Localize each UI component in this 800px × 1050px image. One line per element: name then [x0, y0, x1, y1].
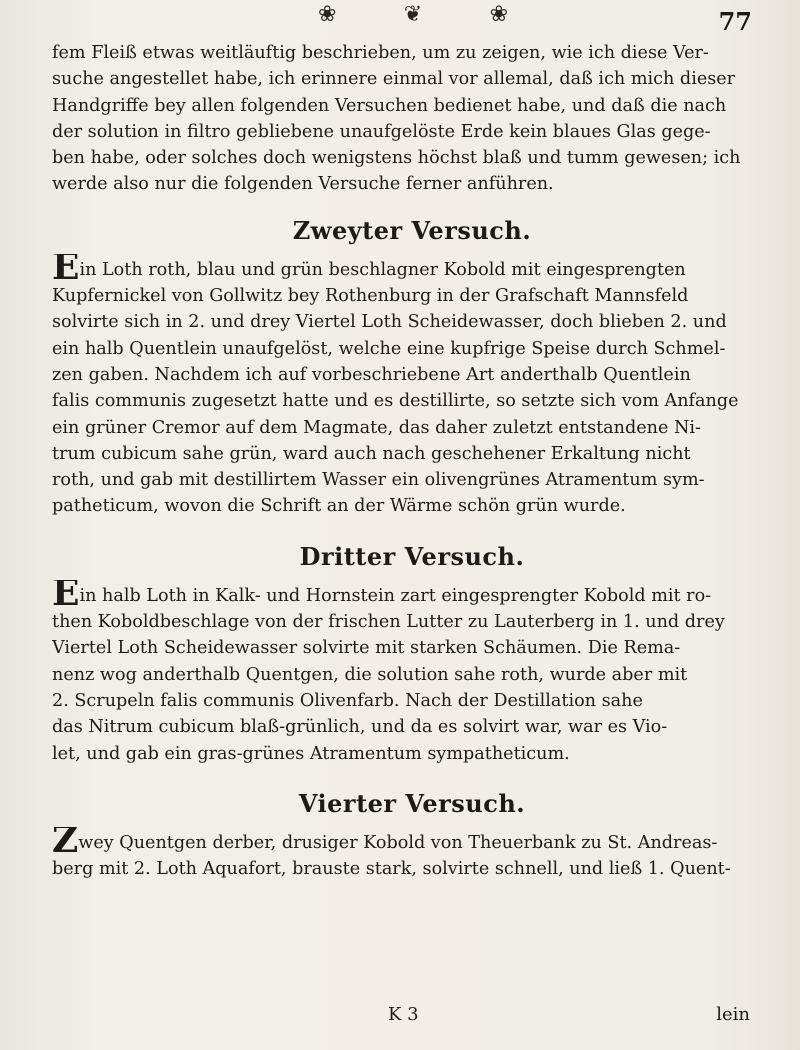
text-line: suche angestellet habe, ich erinnere einmal vor allemal, daß ich mich dieser: [52, 69, 736, 90]
third-experiment-paragraph: [52, 580, 772, 767]
intro-paragraph: [52, 40, 772, 198]
text-line: Ein halb Loth in Kalk- und Hornstein zart eingesprengter Kobold mit ro-: [52, 580, 772, 609]
text-line: Handgriffe bey allen folgenden Versuchen bedienet habe, und daß die nach: [52, 95, 727, 116]
text-line: falis communis zugesetzt hatte und es destillirte, so setzte sich vom Anfange: [52, 391, 739, 412]
text-line: fem Fleiß etwas weitläuftig beschrieben, um zu zeigen, wie ich diese Ver-: [52, 43, 709, 63]
text-line: ein grüner Cremor auf dem Magmate, das daher zuletzt entstandene Ni-: [52, 417, 701, 438]
second-experiment-paragraph: [52, 254, 772, 520]
section-heading-third: Dritter Versuch.: [299, 541, 525, 571]
text-line: 2. Scrupeln falis communis Olivenfarb. Nach der Destillation sahe: [52, 690, 643, 711]
text-line: Viertel Loth Scheidewasser solvirte mit starken Schäumen. Die Rema-: [52, 638, 681, 659]
text-line: zen gaben. Nachdem ich auf vorbeschriebene Art anderthalb Quentlein: [52, 364, 691, 385]
section-heading-fourth: Vierter Versuch.: [298, 788, 526, 818]
fourth-experiment-paragraph: [52, 827, 772, 883]
text-line: then Koboldbeschlage von der frischen Lutter zu Lauterberg in 1. und drey: [52, 612, 725, 633]
body-text: [52, 40, 772, 882]
text-line: ein halb Quentlein unaufgelöst, welche eine kupfrige Speise durch Schmel-: [52, 338, 726, 359]
text-line: let, und gab ein gras-grünes Atramentum sympatheticum.: [52, 743, 570, 764]
text-line: ben habe, oder solches doch wenigstens höchst blaß und tumm gewesen; ich: [52, 148, 741, 169]
text-line: roth, und gab mit destillirtem Wasser ein olivengrünes Atramentum sym-: [52, 470, 705, 491]
text-line: Zwey Quentgen derber, drusiger Kobold von Theuerbank zu St. Andreas-: [52, 827, 772, 856]
text-line: Kupfernickel von Gollwitz bey Rothenburg in der Grafschaft Mannsfeld: [52, 286, 689, 307]
text-line: solvirte sich in 2. und drey Viertel Loth Scheidewasser, doch blieben 2. und: [52, 312, 727, 333]
text-line: trum cubicum sahe grün, ward auch nach geschehener Erkaltung nicht: [52, 443, 691, 464]
drop-initial: E: [52, 579, 80, 610]
text-line: nenz wog anderthalb Quentgen, die solution sahe roth, wurde aber mit: [52, 664, 688, 685]
section-heading-second: Zweyter Versuch.: [292, 215, 532, 245]
text-line: patheticum, wovon die Schrift an der Wärme schön grün wurde.: [52, 496, 626, 517]
flower-ornament-icon: ❀: [489, 2, 508, 27]
leaf-ornament-icon: ❦: [403, 2, 423, 27]
text-line: berg mit 2. Loth Aquafort, brauste stark, solvirte schnell, und ließ 1. Quent-: [52, 859, 731, 880]
signature-mark: K 3: [388, 1004, 419, 1025]
page-number: 77: [718, 7, 752, 36]
drop-initial: Z: [52, 826, 79, 857]
text-line: das Nitrum cubicum blaß-grünlich, und da es solvirt war, war es Vio-: [52, 717, 668, 738]
drop-initial: E: [52, 253, 80, 284]
text-line: der solution in filtro gebliebene unaufgelöste Erde kein blaues Glas gege-: [52, 121, 711, 142]
text-line: werde also nur die folgenden Versuche ferner anführen.: [52, 174, 554, 195]
catchword: lein: [716, 1004, 750, 1025]
header-ornament: [318, 2, 508, 28]
text-line: Ein Loth roth, blau und grün beschlagner Kobold mit eingesprengten: [52, 254, 772, 283]
flower-ornament-icon: ❀: [318, 2, 337, 27]
